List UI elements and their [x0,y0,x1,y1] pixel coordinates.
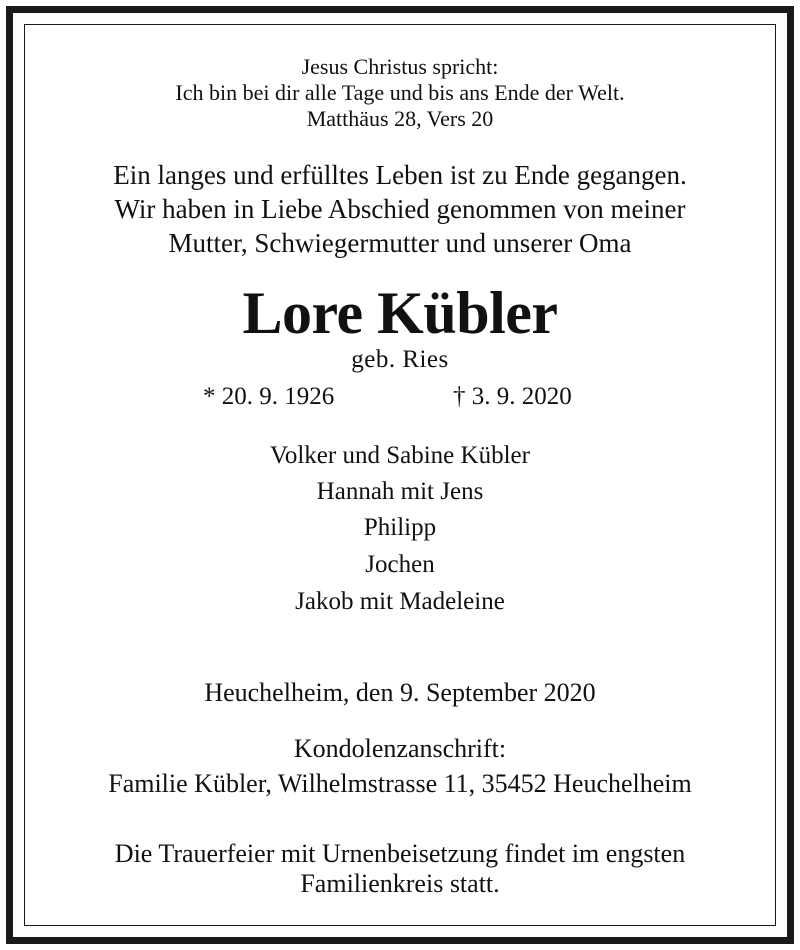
birth-date: * 20. 9. 1926 [203,383,335,410]
verse-reference: Matthäus 28, Vers 20 [306,106,494,131]
deceased-name: Lore Kübler [242,280,558,346]
funeral-note-line-2: Familienkreis statt. [300,869,500,898]
death-date: † 3. 9. 2020 [453,383,572,410]
place-and-date: Heuchelheim, den 9. September 2020 [204,678,596,707]
intro-line-2: Wir haben in Liebe Abschied genommen von meiner [114,194,686,224]
intro-line-3: Mutter, Schwiegermutter und unserer Oma [168,228,632,258]
condolence-address: Familie Kübler, Wilhelmstrasse 11, 35452 Heuchelheim [108,769,692,798]
verse-line-2: Ich bin bei dir alle Tage und bis ans Ende der Welt. [175,80,625,105]
mourner-line: Volker und Sabine Kübler [270,442,530,469]
outer-border [6,6,794,944]
condolence-label: Kondolenzanschrift: [293,734,507,763]
intro-line-1: Ein langes und erfülltes Leben ist zu Ende gegangen. [113,160,687,190]
maiden-name: geb. Ries [351,346,449,373]
verse-line-1: Jesus Christus spricht: [301,54,499,79]
mourner-line: Jakob mit Madeleine [295,588,505,615]
mourner-line: Hannah mit Jens [316,478,484,505]
funeral-note-line-1: Die Trauerfeier mit Urnenbeisetzung findet im engsten [114,839,686,868]
mourner-line: Jochen [365,551,435,578]
mourner-line: Philipp [363,514,437,541]
